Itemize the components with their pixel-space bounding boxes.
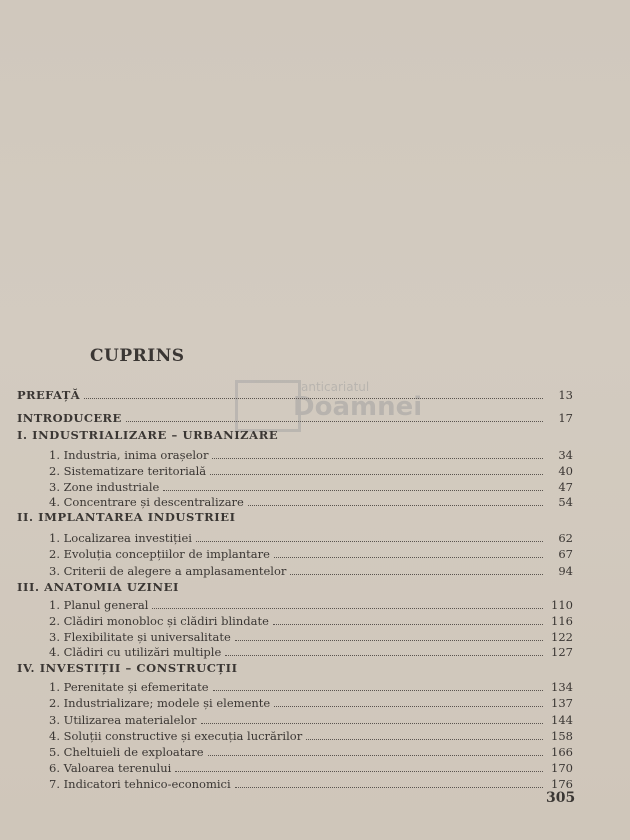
toc-entry	[17, 678, 573, 694]
leader-dots	[235, 640, 543, 641]
toc-page-number: 116	[551, 614, 573, 628]
toc-entry-label: 4. Concentrare și descentralizare	[49, 495, 244, 509]
toc-entry-label: 3. Flexibilitate și universalitate	[49, 630, 231, 644]
leader-dots	[152, 608, 543, 609]
toc-entry	[17, 462, 573, 478]
toc-entry	[17, 775, 573, 791]
leader-dots	[274, 557, 543, 558]
toc-entry	[17, 727, 573, 743]
toc-entry-label: 1. Perenitate și efemeritate	[49, 680, 209, 694]
leader-dots	[290, 574, 543, 575]
watermark-text-top: anticariatul	[301, 380, 370, 394]
toc-chapter-label: IV. INVESTIȚII – CONSTRUCȚII	[17, 661, 238, 675]
toc-page-number: 62	[558, 531, 573, 545]
toc-entry	[17, 545, 573, 561]
toc-entry-introducere	[17, 409, 573, 425]
toc-page-number: 40	[558, 464, 573, 478]
toc-entry-label: 2. Sistematizare teritorială	[49, 464, 207, 478]
toc-page-number: 137	[551, 696, 573, 710]
toc-entry	[17, 596, 573, 612]
toc-entry-label: 1. Localizarea investiției	[49, 531, 192, 545]
leader-dots	[208, 755, 543, 756]
toc-entry	[17, 478, 573, 494]
toc-page-number: 176	[551, 777, 573, 791]
toc-entry-label: PREFAȚĂ	[17, 388, 81, 402]
leader-dots	[248, 505, 543, 506]
toc-chapter-1	[17, 426, 573, 442]
watermark-text-main: Doamnei	[293, 392, 423, 422]
toc-entry	[17, 446, 573, 462]
toc-entry-label: 3. Utilizarea materialelor	[49, 713, 197, 727]
toc-entry	[17, 643, 573, 659]
leader-dots	[213, 690, 544, 691]
toc-page-number: 127	[551, 645, 573, 659]
leader-dots	[306, 739, 543, 740]
toc-page-number: 34	[558, 448, 573, 462]
leader-dots	[210, 474, 543, 475]
toc-page-number: 47	[558, 480, 573, 494]
leader-dots	[126, 421, 543, 422]
toc-entry-prefata	[17, 386, 573, 402]
toc-page-number: 134	[551, 680, 573, 694]
toc-page-number: 94	[558, 564, 573, 578]
toc-chapter-3	[17, 578, 573, 594]
toc-page-number: 67	[558, 547, 573, 561]
leader-dots	[274, 706, 543, 707]
toc-entry-label: 4. Soluții constructive și execuția lucrărilor	[49, 729, 303, 743]
toc-entry	[17, 743, 573, 759]
toc-entry-label: 2. Clădiri monobloc și clădiri blindate	[49, 614, 269, 628]
toc-entry-label: 4. Clădiri cu utilizări multiple	[49, 645, 222, 659]
toc-entry-label: 3. Zone industriale	[49, 480, 160, 494]
toc-page-number: 166	[551, 745, 573, 759]
toc-entry	[17, 711, 573, 727]
toc-chapter-4	[17, 659, 573, 675]
toc-entry-label: INTRODUCERE	[17, 411, 122, 425]
leader-dots	[201, 723, 543, 724]
toc-entry	[17, 612, 573, 628]
toc-chapter-label: III. ANATOMIA UZINEI	[17, 580, 179, 594]
toc-entry	[17, 759, 573, 775]
toc-entry	[17, 529, 573, 545]
toc-chapter-label: I. INDUSTRIALIZARE – URBANIZARE	[17, 428, 279, 442]
page-title: CUPRINS	[90, 346, 185, 366]
toc-chapter-2	[17, 508, 573, 524]
toc-entry-label: 7. Indicatori tehnico-economici	[49, 777, 231, 791]
toc-page-number: 110	[551, 598, 573, 612]
toc-page-number: 144	[551, 713, 573, 727]
leader-dots	[175, 771, 543, 772]
toc-page-number: 54	[558, 495, 573, 509]
leader-dots	[163, 490, 543, 491]
leader-dots	[235, 787, 543, 788]
toc-page-number: 170	[551, 761, 573, 775]
toc-entry	[17, 694, 573, 710]
toc-entry-label: 1. Planul general	[49, 598, 149, 612]
toc-entry	[17, 493, 573, 509]
toc-entry-label: 1. Industria, inima orașelor	[49, 448, 209, 462]
toc-page-number: 158	[551, 729, 573, 743]
leader-dots	[196, 541, 543, 542]
toc-entry-label: 5. Cheltuieli de exploatare	[49, 745, 204, 759]
toc-page-number: 13	[558, 388, 573, 402]
toc-page-number: 122	[551, 630, 573, 644]
toc-entry-label: 3. Criterii de alegere a amplasamentelor	[49, 564, 287, 578]
toc-entry-label: 6. Valoarea terenului	[49, 761, 172, 775]
toc-entry	[17, 628, 573, 644]
leader-dots	[273, 624, 543, 625]
toc-entry-label: 2. Industrializare; modele și elemente	[49, 696, 271, 710]
leader-dots	[84, 398, 543, 399]
leader-dots	[212, 458, 543, 459]
leader-dots	[225, 655, 543, 656]
page-number: 305	[546, 790, 576, 806]
toc-entry-label: 2. Evoluția concepțiilor de implantare	[49, 547, 270, 561]
toc-entry	[17, 562, 573, 578]
toc-page-number: 17	[558, 411, 573, 425]
toc-chapter-label: II. IMPLANTAREA INDUSTRIEI	[17, 510, 236, 524]
